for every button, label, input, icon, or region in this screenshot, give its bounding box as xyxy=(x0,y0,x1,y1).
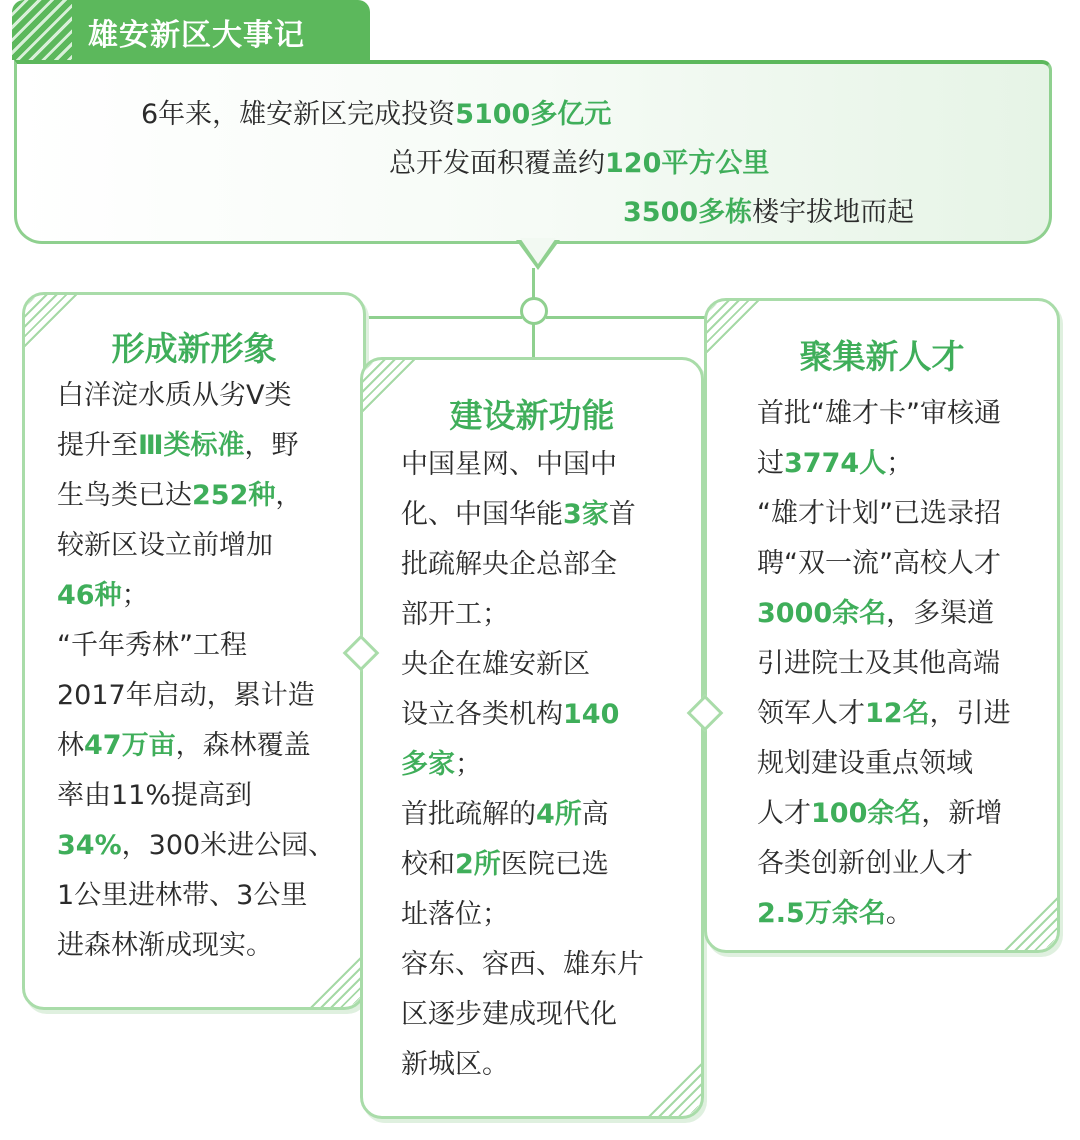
title-banner xyxy=(12,0,370,60)
text-segment: 较新区设立前增加 xyxy=(57,530,273,561)
text-segment: 1公里进林带、3公里 xyxy=(57,880,308,911)
text-segment: 址落位； xyxy=(401,899,509,930)
card-text-line xyxy=(57,871,335,921)
highlight-value: 100余名 xyxy=(811,798,922,829)
text-segment: 中国星网、中国中 xyxy=(401,449,617,480)
card-text-line xyxy=(757,889,1011,939)
text-segment: 人才 xyxy=(757,798,811,829)
summary-investment-value: 5100多亿元 xyxy=(455,99,612,130)
text-segment: 。 xyxy=(885,898,913,929)
text-segment: 率由11%提高到 xyxy=(57,780,253,811)
card-text-line xyxy=(401,790,644,840)
text-segment: ，野 xyxy=(244,430,299,461)
summary-buildings-value: 3500多栋 xyxy=(623,197,753,228)
card-new-talent xyxy=(704,298,1060,953)
card-text-line xyxy=(57,571,335,621)
highlight-value: 2.5万余名 xyxy=(757,898,886,929)
card-text-line xyxy=(401,490,644,540)
card-text-line xyxy=(401,690,644,740)
text-segment: 各类创新创业人才 xyxy=(757,848,973,879)
card-text-line xyxy=(57,421,335,471)
card-text-line xyxy=(401,740,644,790)
card-text-line xyxy=(57,471,335,521)
highlight-value: 3774人 xyxy=(784,448,887,479)
text-segment: 校和 xyxy=(401,849,455,880)
card-text-line xyxy=(757,589,1011,639)
highlight-value: 2所 xyxy=(455,849,501,880)
card-text-line xyxy=(757,689,1011,739)
summary-box xyxy=(14,60,1052,244)
text-segment: 高 xyxy=(581,799,609,830)
card-new-functions xyxy=(360,357,704,1119)
summary-area-value: 120平方公里 xyxy=(605,148,770,179)
card-title: 聚集新人才 xyxy=(799,337,965,376)
card-text-line xyxy=(401,640,644,690)
highlight-value: 12名 xyxy=(865,698,930,729)
card-text-line xyxy=(401,990,644,1040)
connector-line xyxy=(546,316,706,319)
card-text-line xyxy=(757,789,1011,839)
text-segment: ； xyxy=(886,448,914,479)
highlight-value: 252种 xyxy=(192,480,276,511)
text-segment: ， xyxy=(275,480,303,511)
summary-line-investment: 6年来，雄安新区完成投资5100多亿元 xyxy=(141,99,612,130)
card-text-line xyxy=(757,639,1011,689)
summary-line-area: 总开发面积覆盖约120平方公里 xyxy=(389,148,770,179)
text-segment: 批疏解央企总部全 xyxy=(401,549,617,580)
text-segment: ，新增 xyxy=(921,798,1003,829)
card-text-line xyxy=(57,671,335,721)
summary-line-buildings: 3500多栋楼宇拔地而起 xyxy=(623,197,915,228)
card-title: 形成新形象 xyxy=(111,329,277,368)
highlight-value: 4所 xyxy=(536,799,582,830)
card-text-line xyxy=(757,739,1011,789)
highlight-value: Ⅲ类标准 xyxy=(138,430,245,461)
card-text-line xyxy=(757,539,1011,589)
text-segment: 新城区。 xyxy=(401,1049,509,1080)
card-text-line xyxy=(57,621,335,671)
card-text-line xyxy=(401,540,644,590)
card-text-line xyxy=(57,921,335,971)
text-segment: 医院已选 xyxy=(500,849,609,880)
card-text-line xyxy=(757,439,1011,489)
text-segment: 过 xyxy=(757,448,784,479)
card-text-line xyxy=(57,821,335,871)
card-text-line xyxy=(57,521,335,571)
connector-node xyxy=(520,297,548,325)
text-segment: 首批疏解的 xyxy=(401,799,536,830)
highlight-value: 34% xyxy=(57,830,122,861)
text-segment: 首批“雄才卡”审核通 xyxy=(757,398,1001,429)
text-segment: ，300米进公园、 xyxy=(121,830,336,861)
text-segment: 央企在雄安新区 xyxy=(401,649,590,680)
text-segment: 林 xyxy=(57,730,84,761)
text-segment: 白洋淀水质从劣Ⅴ类 xyxy=(57,380,292,411)
card-text-line xyxy=(757,489,1011,539)
highlight-value: 3000余名 xyxy=(757,598,887,629)
text-segment: ，多渠道 xyxy=(886,598,995,629)
highlight-value: 3家 xyxy=(563,499,609,530)
card-body xyxy=(401,440,644,1090)
text-segment: ，森林覆盖 xyxy=(175,730,311,761)
text-segment: “雄才计划”已选录招 xyxy=(757,498,1001,529)
text-segment: ，引进 xyxy=(929,698,1011,729)
text-segment: 化、中国华能 xyxy=(401,499,563,530)
highlight-value: 140 xyxy=(563,699,620,730)
text-segment: 引进院士及其他高端 xyxy=(757,648,1000,679)
card-text-line xyxy=(401,440,644,490)
card-body xyxy=(57,371,335,971)
title-stripes-decoration xyxy=(12,0,72,60)
text-segment: 进森林渐成现实。 xyxy=(57,930,273,961)
card-text-line xyxy=(401,840,644,890)
connector-line xyxy=(532,268,535,298)
text-segment: 生鸟类已达 xyxy=(57,480,192,511)
text-segment: 领军人才 xyxy=(757,698,865,729)
card-stripes-decoration xyxy=(645,1060,701,1116)
card-text-line xyxy=(57,771,335,821)
text-segment: “千年秀林”工程 xyxy=(57,630,247,661)
connector-line xyxy=(362,316,522,319)
text-segment: 聘“双一流”高校人才 xyxy=(757,548,1001,579)
card-text-line xyxy=(401,940,644,990)
card-body xyxy=(757,389,1011,939)
text-segment: ； xyxy=(121,580,149,611)
highlight-value: 47万亩 xyxy=(84,730,176,761)
highlight-value: 46种 xyxy=(57,580,122,611)
text-segment: 首 xyxy=(608,499,636,530)
text-segment: 规划建设重点领域 xyxy=(757,748,973,779)
text-segment: ； xyxy=(455,749,482,780)
text-segment: 2017年启动，累计造 xyxy=(57,680,315,711)
card-text-line xyxy=(757,389,1011,439)
text-segment: 部开工； xyxy=(401,599,509,630)
text-segment: 设立各类机构 xyxy=(401,699,563,730)
card-text-line xyxy=(401,1040,644,1090)
card-text-line xyxy=(401,590,644,640)
card-text-line xyxy=(57,371,335,421)
connector-line xyxy=(532,324,535,358)
card-text-line xyxy=(401,890,644,940)
card-new-image xyxy=(22,292,366,1010)
card-text-line xyxy=(57,721,335,771)
card-title: 建设新功能 xyxy=(449,396,615,435)
page-title: 雄安新区大事记 xyxy=(88,18,305,53)
text-segment: 区逐步建成现代化 xyxy=(401,999,617,1030)
text-segment: 容东、容西、雄东片 xyxy=(401,949,644,980)
card-text-line xyxy=(757,839,1011,889)
text-segment: 提升至 xyxy=(57,430,138,461)
highlight-value: 多家 xyxy=(401,749,455,780)
